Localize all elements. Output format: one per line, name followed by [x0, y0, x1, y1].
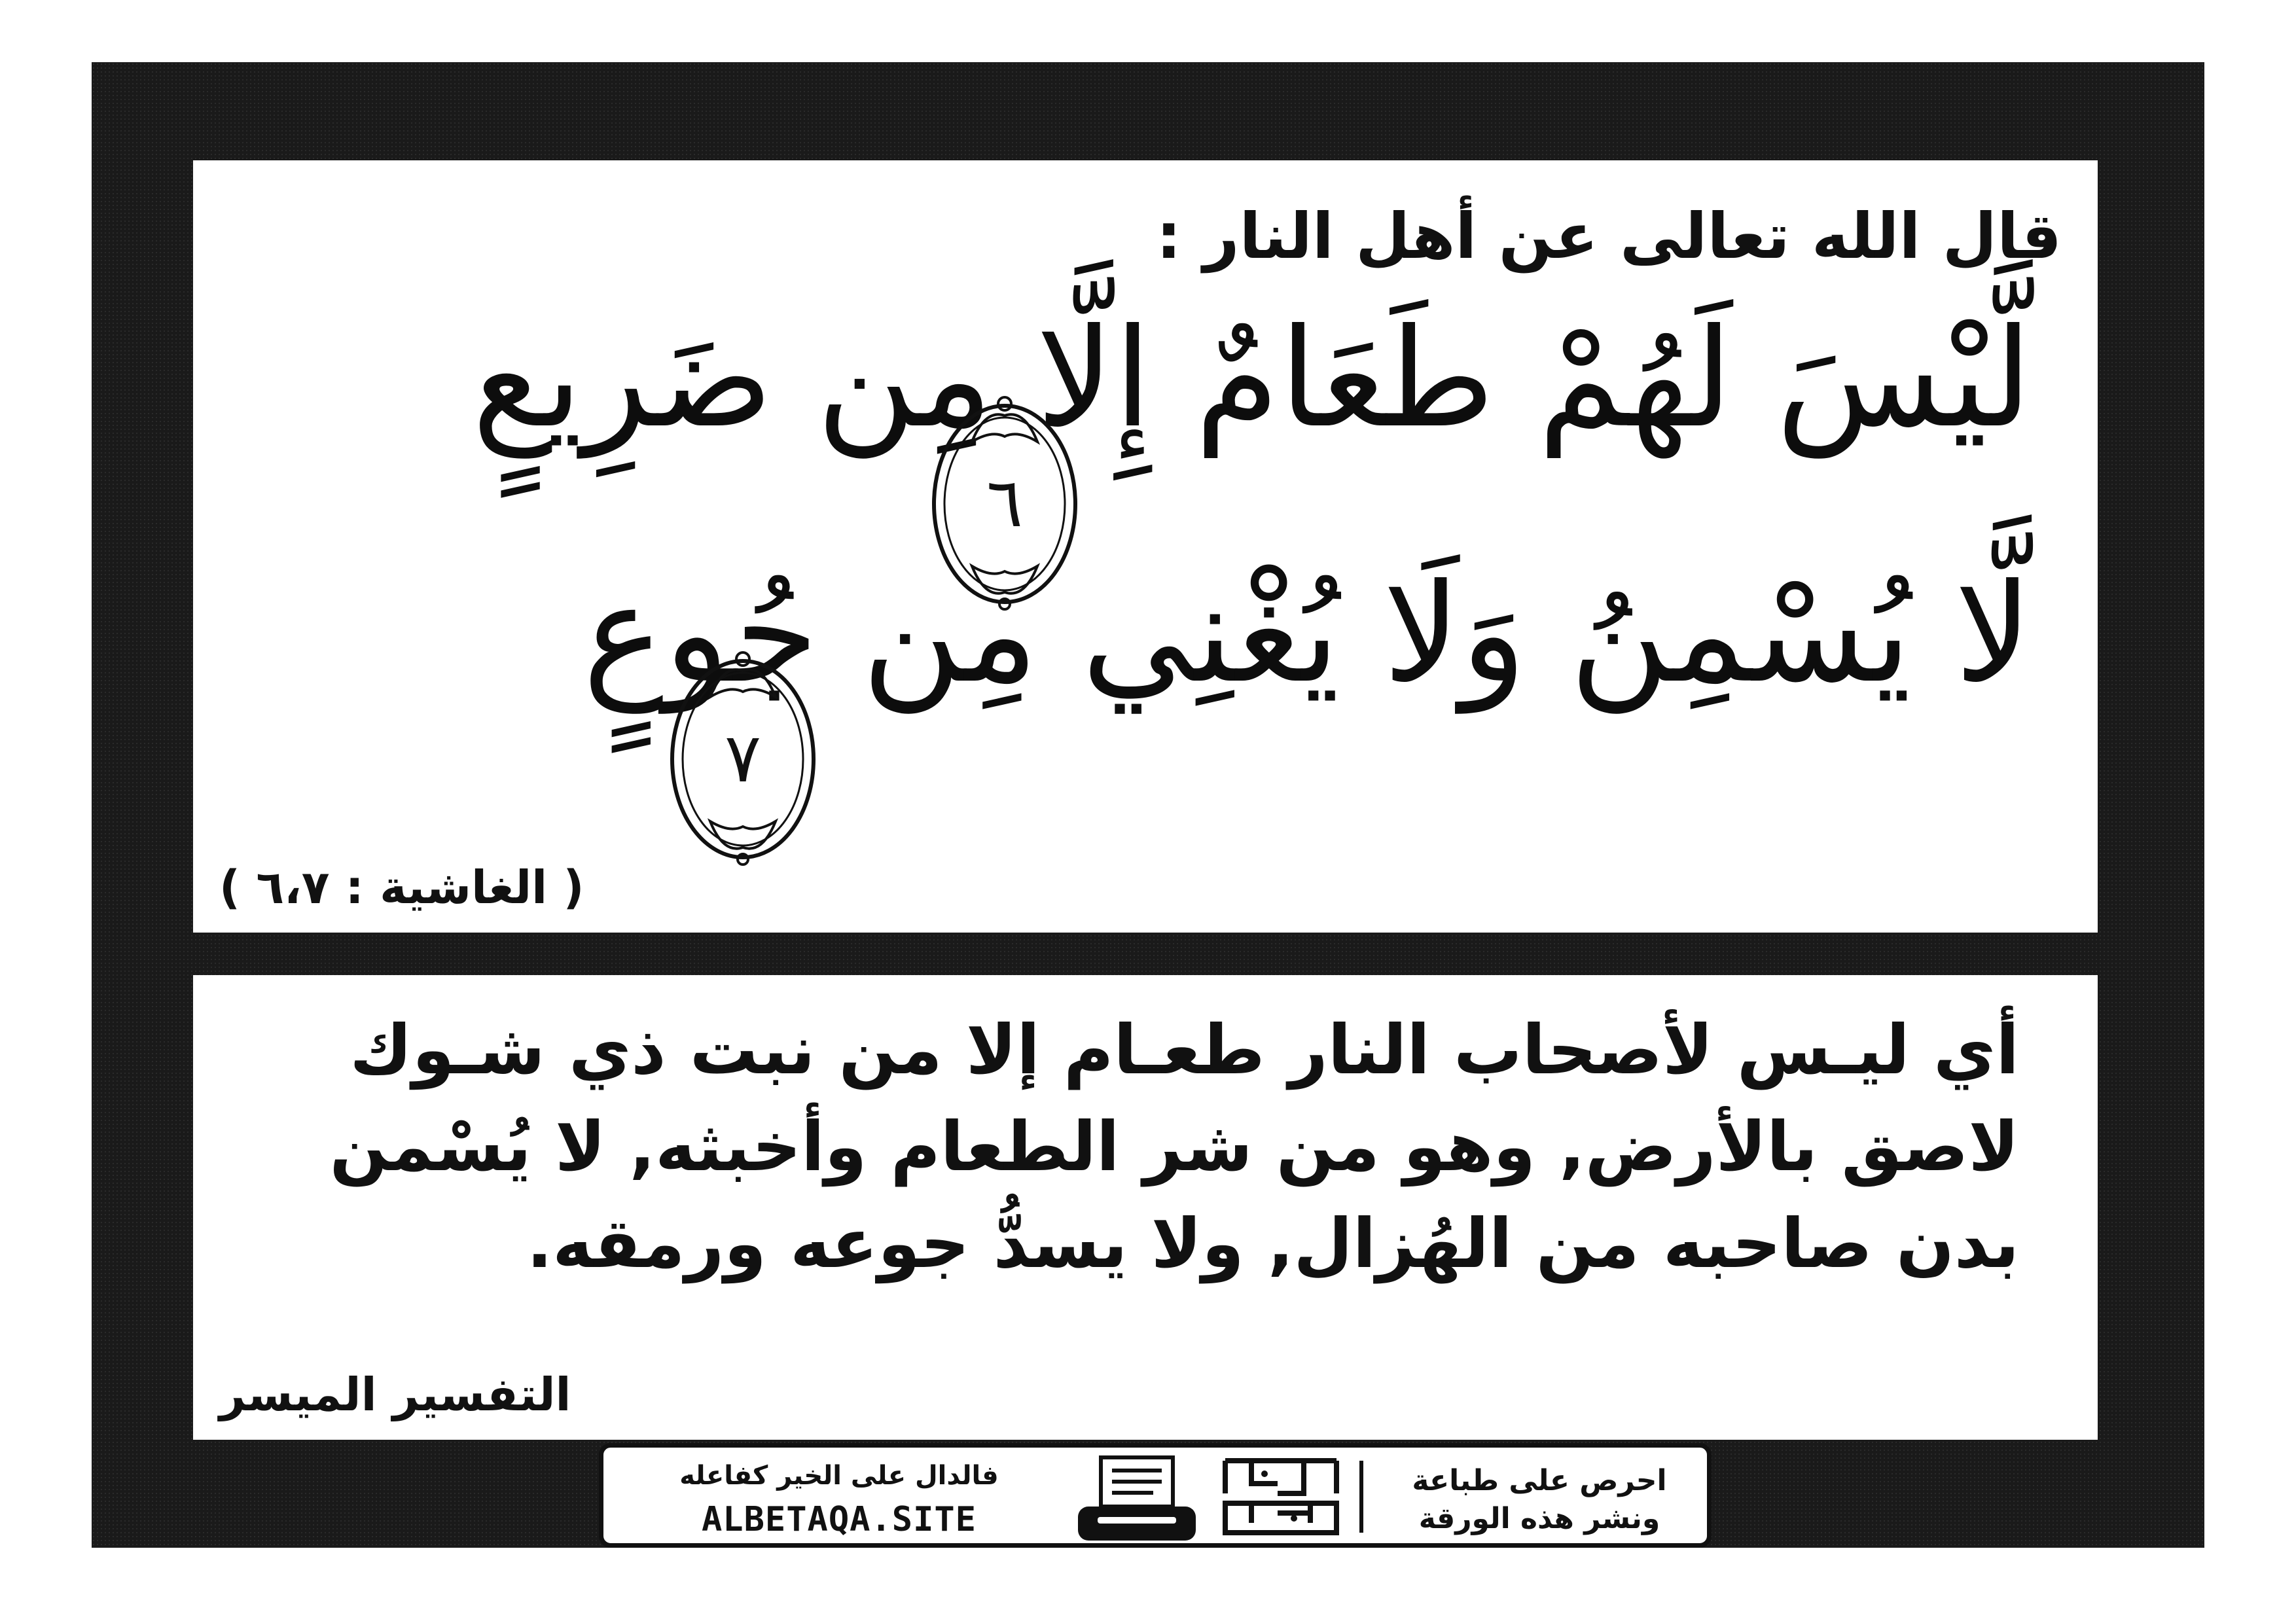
logo-icon — [1212, 1448, 1350, 1543]
footer-left — [643, 1461, 1035, 1539]
verse-6-number: ٦ — [986, 463, 1023, 543]
footer-right — [1389, 1462, 1690, 1538]
site-link[interactable]: ALBETAQA.SITE — [702, 1500, 977, 1539]
verse-intro: قال الله تعالى عن أهل النار : — [1156, 200, 2062, 273]
ayah-ornament-icon — [664, 645, 821, 867]
tafsir-panel — [193, 975, 2098, 1440]
quran-panel — [193, 160, 2098, 933]
footer-bar — [599, 1443, 1712, 1548]
footer-slogan-right-2: ونشر هذه الورقة — [1418, 1502, 1660, 1535]
tafsir-text: أي ليـس لأصحاب النار طعـام إلا من نبت ذي شـوك لاصق بالأرض, وهو من شر الطعام وأخبثه, لا يُسْمن بدن صاحبه من الهُزال, ولا يسدُّ جوعه ورمقه. — [329, 1010, 2019, 1283]
footer-divider — [1359, 1461, 1363, 1533]
tafsir-source: التفسير الميسر — [219, 1368, 571, 1421]
verse-7-text: لَّا يُسْمِنُ وَلَا يُغْنِي مِن جُوعٍ — [583, 555, 2032, 713]
footer-slogan-left: فالدال على الخير كفاعله — [679, 1461, 999, 1491]
verse-6-text: لَّيْسَ لَهُمْ طَعَامٌ إِلَّا مِن ضَرِيعٍ — [472, 300, 2032, 458]
footer-slogan-right-1: احرص على طباعة — [1412, 1464, 1667, 1497]
verse-7-number: ٧ — [725, 718, 761, 798]
surah-citation: ( الغاشية : ٦،٧ ) — [219, 861, 584, 914]
printer-icon — [1071, 1454, 1202, 1546]
